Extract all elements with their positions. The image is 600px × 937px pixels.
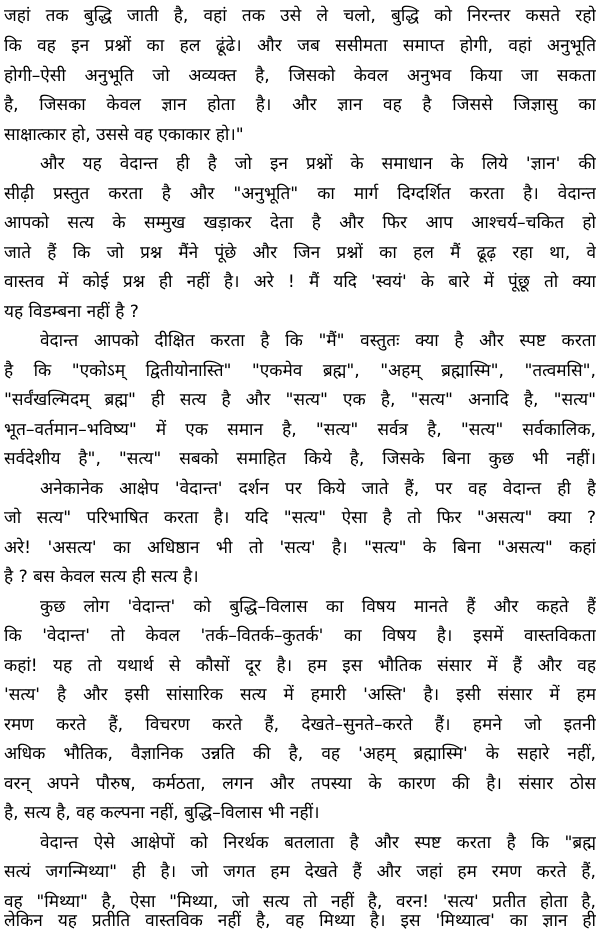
text-line: वेदान्त ऐसे आक्षेपों को निरर्थक बतलाता है और स्पष्ट करता है कि "ब्रह्म <box>40 833 596 853</box>
text-line: जो सत्य" परिभाषित करता है। यदि "सत्य" ऐसा है तो फिर "असत्य" क्या ? <box>4 508 596 528</box>
text-line: है ? बस केवल सत्य ही सत्य है। <box>4 567 199 587</box>
text-line: है, जिसका केवल ज्ञान होता है। और ज्ञान वह है जिससे जिज्ञासु का <box>4 95 596 115</box>
text-line: आपको सत्य के सम्मुख खड़ाकर देता है और फिर आप आश्चर्य–चकित हो <box>4 213 596 233</box>
text-line: जहां तक बुद्धि जाती है, वहां तक उसे ले चलो, बुद्धि को निरन्तर कसते रहो <box>4 6 596 26</box>
text-line: कहां! यह तो यथार्थ से कौसों दूर है। हम इस भौतिक संसार में हैं और वह <box>4 656 596 676</box>
text-line: वह "मिथ्या" है, ऐसा "मिथ्या, जो सत्य तो नहीं है, वरन! 'सत्य' प्रतीत होता है, <box>4 892 596 912</box>
text-line: भूत–वर्तमान–भविष्य" में एक समान है, "सत्य" सर्वत्र है, "सत्य" सर्वकालिक, <box>4 420 596 440</box>
text-line: कि 'वेदान्त' तो केवल 'तर्क–वितर्क–कुतर्क' का विषय है। इसमें वास्तविकता <box>4 626 596 646</box>
text-line: वेदान्त आपको दीक्षित करता है कि "मैं" वस्तुतः क्या है और स्पष्ट करता <box>40 331 596 351</box>
text-line: है कि "एकोऽम् द्वितीयोनास्ति" "एकमेव ब्रह्म", "अहम् ब्रह्मास्मि", "तत्वमसि", <box>4 361 596 381</box>
text-line: अधिक भौतिक, वैज्ञानिक उन्नति की है, वह 'अहम् ब्रह्मास्मि' के सहारे नहीं, <box>4 744 596 764</box>
text-line: सर्वदेशीय है", "सत्य" सबको समाहित किये है, जिसके बिना कुछ भी नहीं। <box>4 449 596 469</box>
text-line: और यह वेदान्त ही है जो इन प्रश्नों के समाधान के लिये 'ज्ञान' की <box>40 154 596 174</box>
text-line: साक्षात्कार हो, उससे वह एकाकार हो।" <box>4 125 244 145</box>
text-line: सीढ़ी प्रस्तुत करता है और "अनुभूति" का मार्ग दिग्दर्शित करता है। वेदान्त <box>4 184 596 204</box>
text-line: अरे! 'असत्य' का अधिष्ठान भी तो 'सत्य' है। "सत्य" के बिना "असत्य" कहां <box>4 538 596 558</box>
text-line: वास्तव में कोई प्रश्न ही नहीं है। अरे ! मैं यदि 'स्वयं' के बारे में पूंछू तो क्या <box>4 272 596 292</box>
text-line: लेकिन यह प्रतीति वास्तविक नहीं है, वह मिथ्या है। इस 'मिथ्यात्व' का ज्ञान ही <box>4 911 596 931</box>
text-line: वरन् अपने पौरुष, कर्मठता, लगन और तपस्या के कारण की है। संसार ठोस <box>4 774 596 794</box>
text-line: जाते हैं कि जो प्रश्न मैंने पूंछे और जिन प्रश्नों का हल मैं ढूढ़ रहा था, वे <box>4 243 596 263</box>
text-line: 'सत्य' है और इसी सांसारिक सत्य में हमारी 'अस्ति' है। इसी संसार में हम <box>4 685 596 705</box>
text-line: यह विडम्बना नहीं है ? <box>4 302 139 322</box>
text-line: सत्यं जगन्मिथ्या" ही है। जो जगत हम देखते हैं और जहां हम रमण करते हैं, <box>4 862 596 882</box>
text-line: "सर्वंखल्मिदम् ब्रह्म" ही सत्य है और "सत्य" एक है, "सत्य" अनादि है, "सत्य" <box>4 390 596 410</box>
text-line: कि वह इन प्रश्नों का हल ढूंढे। और जब ससीमता समाप्त होगी, वहां अनुभूति <box>4 36 596 56</box>
text-line: है, सत्य है, वह कल्पना नहीं, बुद्धि–विलास भी नहीं। <box>4 803 320 823</box>
text-line: अनेकानेक आक्षेप 'वेदान्त' दर्शन पर किये जाते हैं, पर वह वेदान्त ही है <box>40 479 596 499</box>
text-line: होगी–ऐसी अनुभूति जो अव्यक्त है, जिसको केवल अनुभव किया जा सकता <box>4 66 596 86</box>
text-line: कुछ लोग 'वेदान्त' को बुद्धि–विलास का विषय मानते हैं और कहते हैं <box>40 597 596 617</box>
text-line: रमण करते हैं, विचरण करते हैं, देखते–सुनते–करते हैं। हमने जो इतनी <box>4 715 596 735</box>
